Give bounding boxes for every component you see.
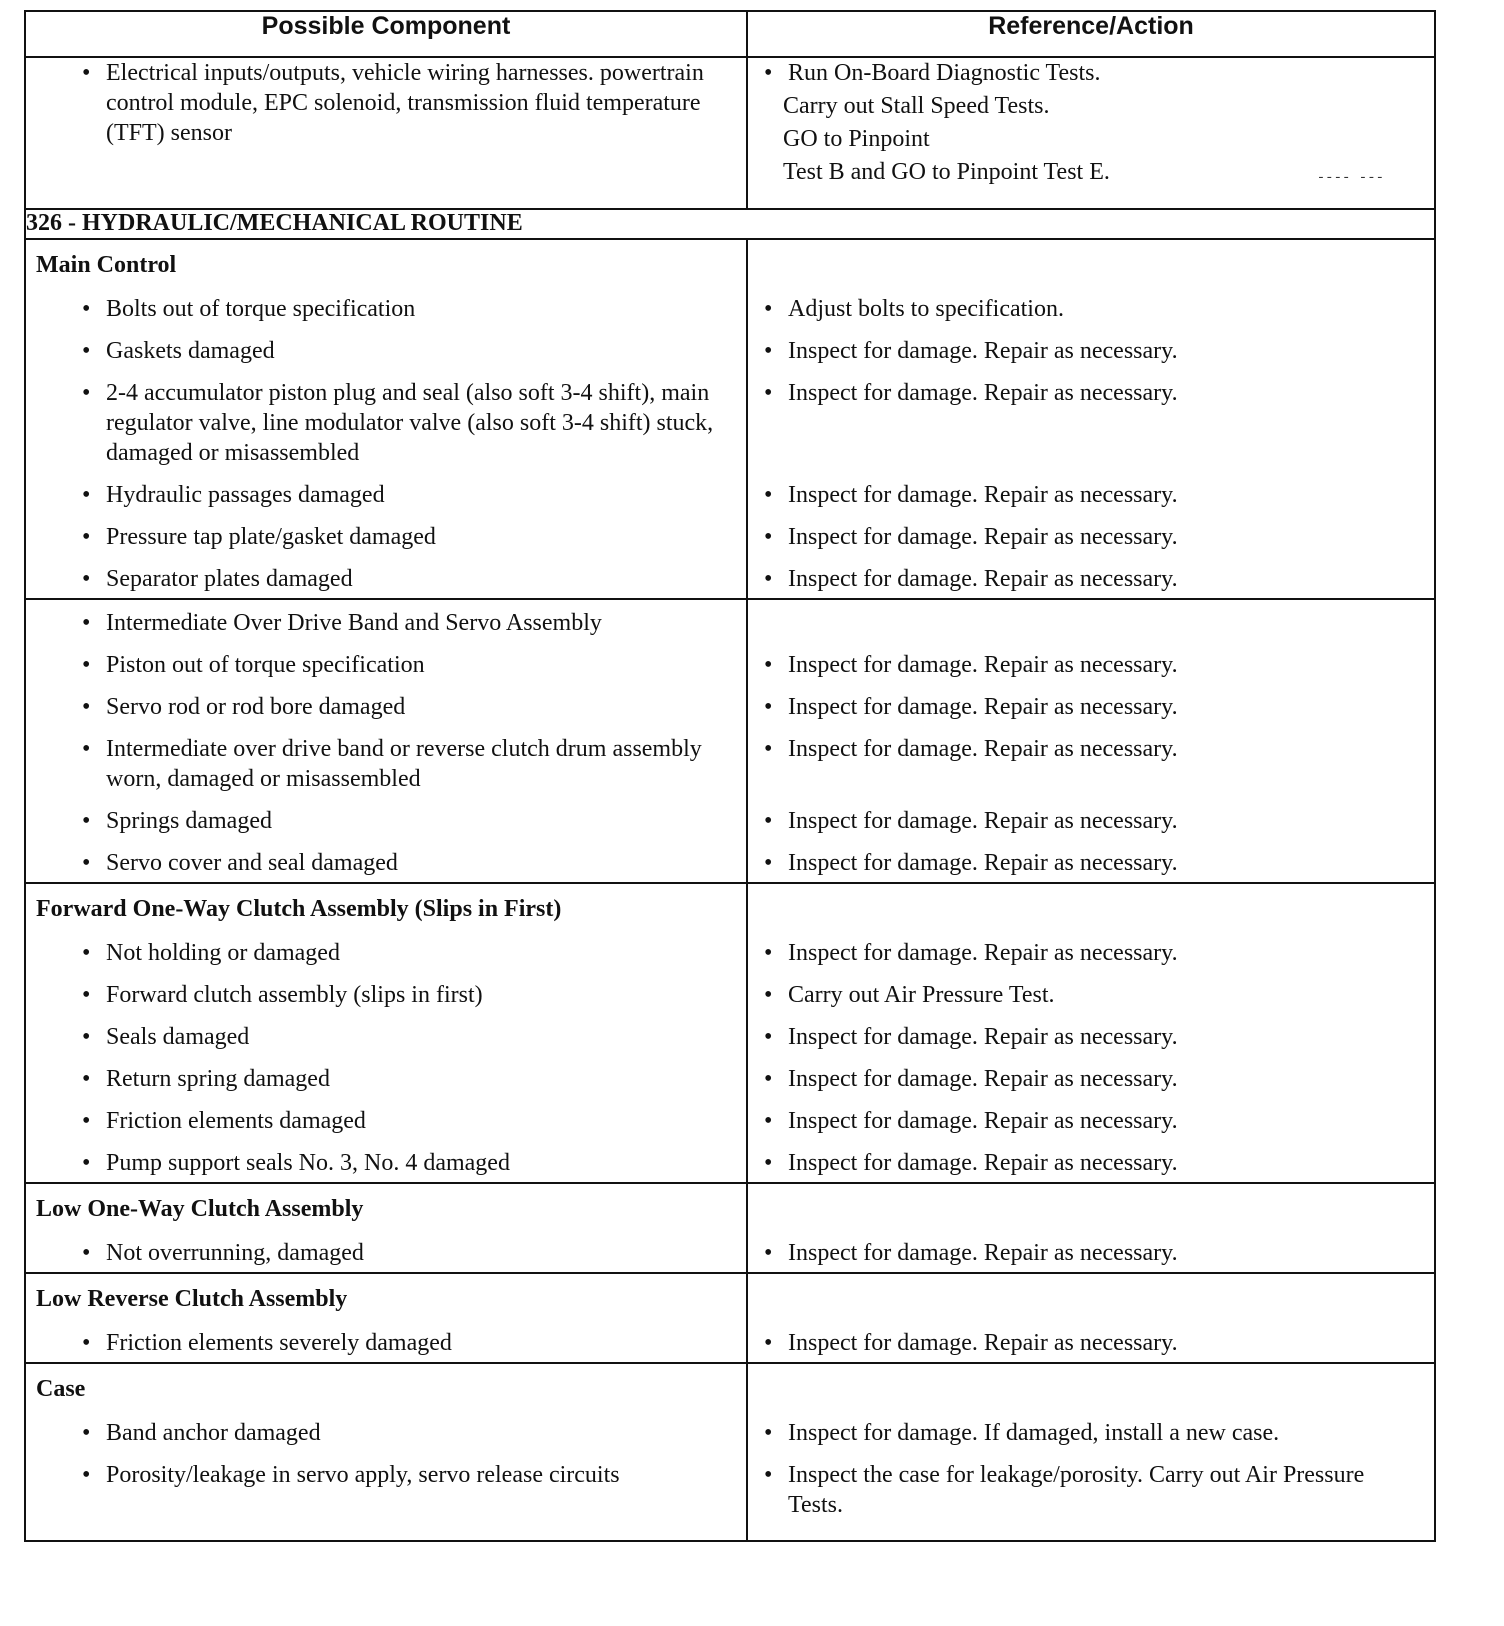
bullet: •: [82, 652, 91, 678]
action-text: Carry out Air Pressure Test.: [788, 982, 1055, 1008]
header-possible-component: Possible Component: [25, 11, 747, 57]
list-item: [26, 1064, 746, 1094]
list-item: [26, 848, 746, 878]
list-item: [748, 692, 1434, 722]
bullet: •: [82, 736, 91, 762]
bullet: •: [764, 1462, 773, 1488]
action-text: Carry out Stall Speed Tests.: [783, 93, 1050, 119]
action-text: Inspect for damage. Repair as necessary.: [788, 1150, 1178, 1176]
list-item: [26, 480, 746, 510]
list-item: [748, 848, 1434, 878]
bullet: •: [764, 1330, 773, 1356]
list-item: [748, 1022, 1434, 1052]
action-text: Inspect for damage. Repair as necessary.: [788, 694, 1178, 720]
list-item: [748, 734, 1434, 794]
bullet: •: [82, 694, 91, 720]
bullet: •: [764, 694, 773, 720]
bullet: •: [82, 982, 91, 1008]
component-cell: [25, 1273, 747, 1363]
bullet: •: [764, 524, 773, 550]
bullet: •: [764, 566, 773, 592]
component-cell: [25, 599, 747, 883]
bullet: •: [764, 808, 773, 834]
bullet: •: [764, 60, 773, 86]
action-text: Inspect for damage. Repair as necessary.: [788, 524, 1178, 550]
component-text: Bolts out of torque specification: [106, 296, 416, 322]
component-text: Porosity/leakage in servo apply, servo release circuits: [106, 1462, 620, 1488]
bullet: •: [82, 1150, 91, 1176]
bullet: •: [764, 1024, 773, 1050]
group-forward-clutch: [25, 883, 1435, 1183]
bullet: •: [82, 380, 91, 406]
list-item: [26, 650, 746, 680]
bullet: •: [764, 1240, 773, 1266]
list-item: [26, 294, 746, 324]
header-reference-action: Reference/Action: [747, 11, 1435, 57]
bullet: •: [764, 1150, 773, 1176]
list-item: [748, 58, 1434, 88]
list-item: [26, 336, 746, 366]
component-text: Return spring damaged: [106, 1066, 330, 1092]
group-title: Forward One-Way Clutch Assembly (Slips in First): [36, 896, 562, 922]
component-cell: [25, 883, 747, 1183]
component-cell: [25, 57, 747, 209]
group-title: Case: [36, 1376, 86, 1402]
bullet: •: [82, 60, 91, 86]
bullet: •: [82, 1024, 91, 1050]
component-text: Electrical inputs/outputs, vehicle wiring harnesses. powertrain control module, EPC solenoid, transmission fluid temperature (TFT) sensor: [106, 60, 704, 146]
bullet: •: [764, 1108, 773, 1134]
component-text: Pressure tap plate/gasket damaged: [106, 524, 436, 550]
group-low-reverse-clutch: [25, 1273, 1435, 1363]
action-cell: [747, 57, 1435, 209]
bullet: •: [82, 566, 91, 592]
bullet: •: [764, 338, 773, 364]
component-text: 2-4 accumulator piston plug and seal (also soft 3-4 shift), main regulator valve, line modulator valve (also soft 3-4 shift) stuck, damaged or misassembled: [106, 380, 714, 466]
list-item: [748, 124, 1434, 154]
bullet: •: [764, 482, 773, 508]
group-low-oneway-clutch: [25, 1183, 1435, 1273]
action-text: GO to Pinpoint: [783, 126, 930, 152]
bullet: •: [764, 1066, 773, 1092]
list-item: [748, 1148, 1434, 1178]
bullet: •: [82, 1420, 91, 1446]
group-title: Low Reverse Clutch Assembly: [36, 1286, 348, 1312]
bullet: •: [764, 940, 773, 966]
component-cell: [25, 1363, 747, 1541]
component-text: Servo rod or rod bore damaged: [106, 694, 406, 720]
group-servo: [25, 599, 1435, 883]
group-title: Low One-Way Clutch Assembly: [36, 1196, 364, 1222]
list-item: [26, 1148, 746, 1178]
bullet: •: [82, 1330, 91, 1356]
component-text: Intermediate Over Drive Band and Servo Assembly: [106, 610, 602, 636]
action-cell: [747, 1363, 1435, 1541]
list-item: [26, 1418, 746, 1448]
component-text: Friction elements severely damaged: [106, 1330, 452, 1356]
action-text: Run On-Board Diagnostic Tests.: [788, 60, 1101, 86]
bullet: •: [764, 1420, 773, 1446]
bullet: •: [764, 380, 773, 406]
list-item: [26, 564, 746, 594]
component-text: Intermediate over drive band or reverse clutch drum assembly worn, damaged or misassembled: [106, 736, 702, 792]
component-text: Forward clutch assembly (slips in first): [106, 982, 483, 1008]
component-text: Friction elements damaged: [106, 1108, 366, 1134]
list-item: [748, 1328, 1434, 1358]
section-title: 326 - HYDRAULIC/MECHANICAL ROUTINE: [25, 209, 1435, 239]
component-cell: [25, 1183, 747, 1273]
list-item: [26, 1460, 746, 1490]
list-item: [26, 1106, 746, 1136]
bullet: •: [82, 1462, 91, 1488]
list-item: [748, 608, 1434, 638]
action-cell: [747, 883, 1435, 1183]
action-text: Inspect for damage. Repair as necessary.: [788, 1066, 1178, 1092]
table-row: [25, 57, 1435, 209]
action-text: Test B and GO to Pinpoint Test E.: [783, 159, 1110, 185]
list-item: [26, 692, 746, 722]
table-header-row: [25, 11, 1435, 57]
component-text: Separator plates damaged: [106, 566, 353, 592]
list-item: [26, 608, 746, 638]
list-item: [748, 378, 1434, 468]
action-text: Inspect for damage. Repair as necessary.: [788, 1108, 1178, 1134]
bullet: •: [764, 652, 773, 678]
list-item: [26, 938, 746, 968]
action-text: Inspect for damage. Repair as necessary.: [788, 338, 1178, 364]
list-item: [748, 1064, 1434, 1094]
section-row: [25, 209, 1435, 239]
list-item: [26, 806, 746, 836]
action-text: Inspect for damage. If damaged, install a new case.: [788, 1420, 1280, 1446]
component-text: Servo cover and seal damaged: [106, 850, 398, 876]
action-text: Inspect for damage. Repair as necessary.: [788, 380, 1178, 406]
bullet: •: [82, 296, 91, 322]
bullet: •: [764, 736, 773, 762]
list-item: [748, 294, 1434, 324]
action-text: Inspect for damage. Repair as necessary.: [788, 482, 1178, 508]
action-cell: [747, 239, 1435, 599]
list-item: [26, 734, 746, 794]
bullet: •: [82, 1240, 91, 1266]
list-item: [748, 938, 1434, 968]
list-item: [26, 1328, 746, 1358]
action-text: Adjust bolts to specification.: [788, 296, 1064, 322]
action-text: Inspect for damage. Repair as necessary.: [788, 1330, 1178, 1356]
action-cell: [747, 1183, 1435, 1273]
component-text: Not holding or damaged: [106, 940, 340, 966]
diagnostic-table: [24, 10, 1436, 1542]
component-text: Pump support seals No. 3, No. 4 damaged: [106, 1150, 510, 1176]
list-item: [26, 980, 746, 1010]
list-item: [748, 336, 1434, 366]
component-text: Seals damaged: [106, 1024, 250, 1050]
component-text: Springs damaged: [106, 808, 272, 834]
action-text: Inspect the case for leakage/porosity. Carry out Air Pressure Tests.: [788, 1462, 1365, 1518]
component-text: Band anchor damaged: [106, 1420, 321, 1446]
bullet: •: [82, 940, 91, 966]
component-text: Hydraulic passages damaged: [106, 482, 385, 508]
list-item: [26, 58, 746, 148]
dash-marks: ---- ---: [1316, 170, 1384, 186]
list-item: [748, 806, 1434, 836]
list-item: [748, 1106, 1434, 1136]
list-item: [26, 1238, 746, 1268]
action-text: Inspect for damage. Repair as necessary.: [788, 1024, 1178, 1050]
component-text: Gaskets damaged: [106, 338, 275, 364]
action-cell: [747, 1273, 1435, 1363]
action-text: Inspect for damage. Repair as necessary.: [788, 940, 1178, 966]
list-item: [748, 564, 1434, 594]
bullet: •: [82, 808, 91, 834]
component-text: Not overrunning, damaged: [106, 1240, 364, 1266]
bullet: •: [764, 850, 773, 876]
list-item: [748, 1418, 1434, 1448]
component-cell: [25, 239, 747, 599]
action-text: Inspect for damage. Repair as necessary.: [788, 1240, 1178, 1266]
list-item: [26, 522, 746, 552]
list-item: [748, 522, 1434, 552]
bullet: •: [82, 610, 91, 636]
action-cell: [747, 599, 1435, 883]
group-case: [25, 1363, 1435, 1541]
list-item: [748, 1238, 1434, 1268]
bullet: •: [764, 982, 773, 1008]
bullet: •: [82, 524, 91, 550]
list-item: [748, 480, 1434, 510]
list-item: [26, 378, 746, 468]
list-item: [748, 91, 1434, 121]
group-main-control: [25, 239, 1435, 599]
component-text: Piston out of torque specification: [106, 652, 425, 678]
list-item: [748, 980, 1434, 1010]
bullet: •: [82, 482, 91, 508]
action-text: Inspect for damage. Repair as necessary.: [788, 566, 1178, 592]
list-item: [748, 650, 1434, 680]
diagnostic-table-page: [24, 10, 1434, 1542]
bullet: •: [82, 338, 91, 364]
bullet: •: [82, 1108, 91, 1134]
action-text: Inspect for damage. Repair as necessary.: [788, 850, 1178, 876]
list-item: [26, 1022, 746, 1052]
action-text: Inspect for damage. Repair as necessary.: [788, 652, 1178, 678]
bullet: •: [764, 296, 773, 322]
action-text: Inspect for damage. Repair as necessary.: [788, 808, 1178, 834]
group-title: Main Control: [36, 252, 177, 278]
list-item: [748, 1460, 1434, 1520]
action-text: Inspect for damage. Repair as necessary.: [788, 736, 1178, 762]
bullet: •: [82, 1066, 91, 1092]
bullet: •: [82, 850, 91, 876]
